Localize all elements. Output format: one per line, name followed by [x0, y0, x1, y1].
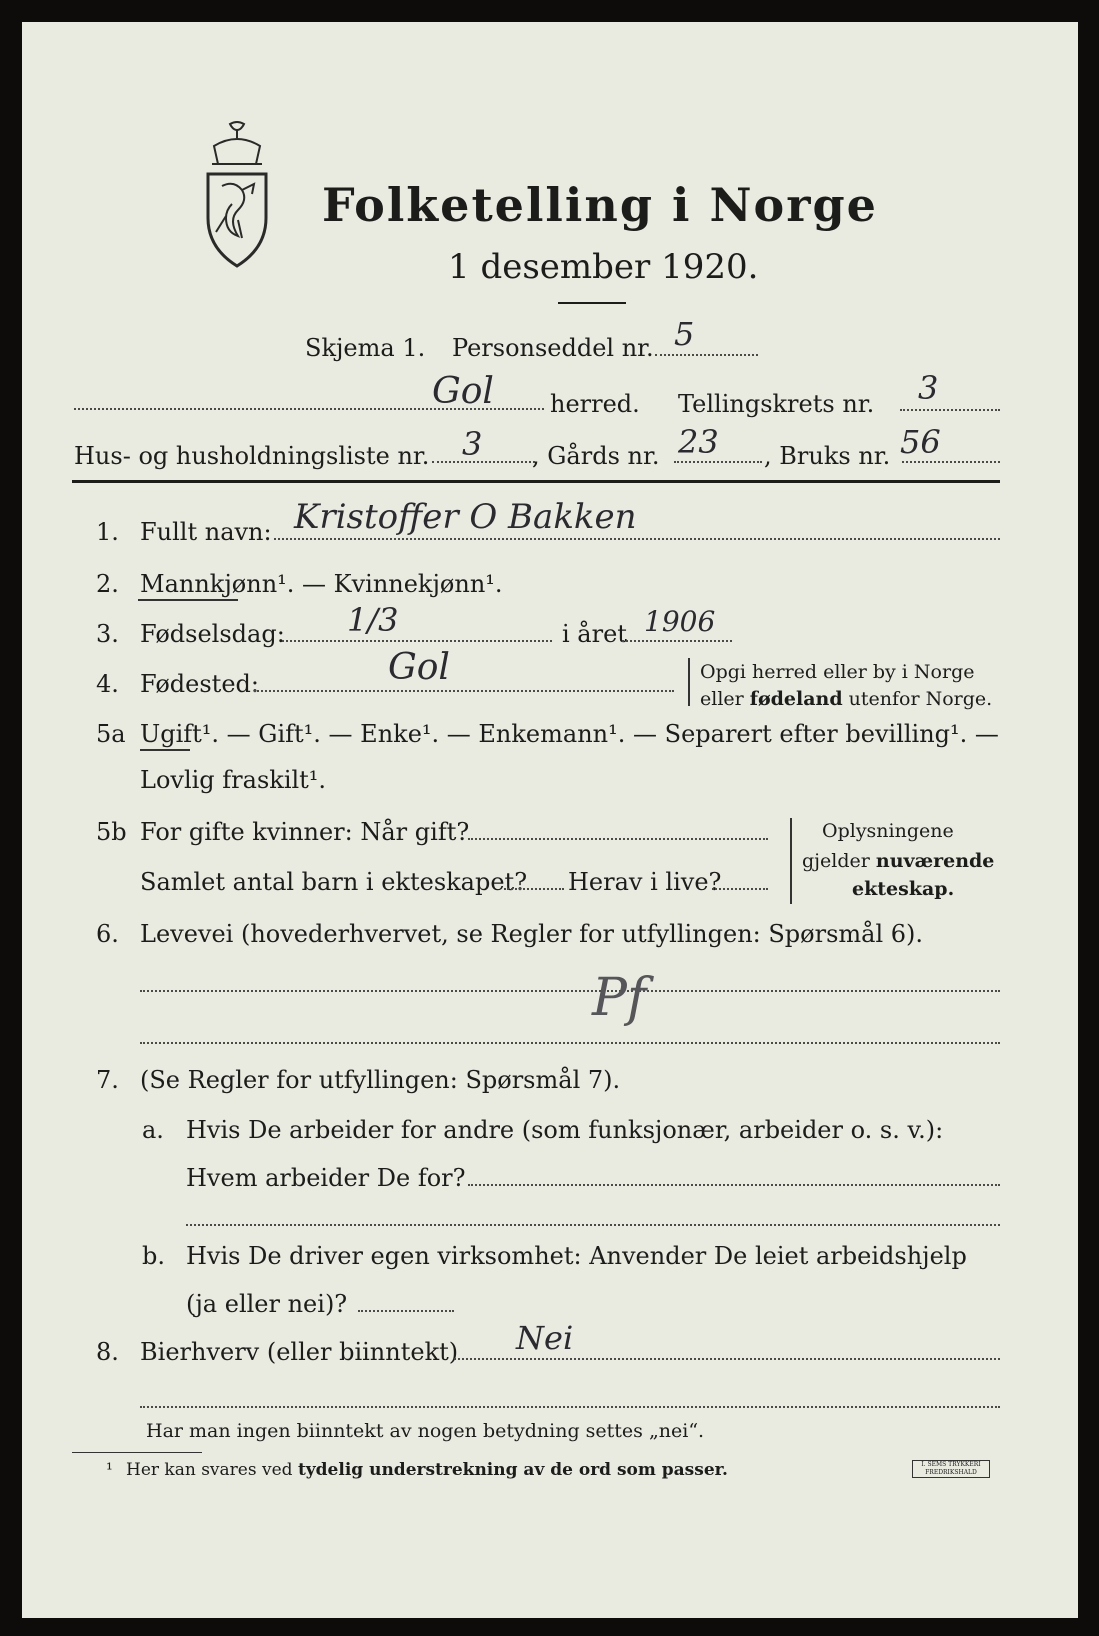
q4-note-line1: Opgi herred eller by i Norge	[700, 661, 975, 683]
q8-secondary-income[interactable]: Nei	[516, 1319, 574, 1357]
gards-value[interactable]: 23	[678, 423, 719, 461]
herred-label: herred.	[550, 390, 640, 418]
bruks-line	[902, 461, 1000, 463]
footnote-rule	[72, 1452, 202, 1453]
form-title: Folketelling i Norge	[322, 178, 878, 232]
q5a-line2: Lovlig fraskilt¹.	[140, 766, 327, 794]
gards-line	[674, 461, 762, 463]
q5b-married-line	[468, 838, 768, 840]
q7b-line2: (ja eller nei)?	[186, 1290, 348, 1318]
q1-full-name[interactable]: Kristoffer O Bakken	[294, 497, 637, 537]
q4-number: 4.	[96, 670, 119, 698]
q1-line	[274, 538, 1000, 540]
q1-label: Fullt navn:	[140, 518, 272, 546]
census-date: 1 desember 1920.	[448, 247, 759, 287]
tellingskrets-label: Tellingskrets nr.	[678, 390, 875, 418]
bruks-value[interactable]: 56	[900, 423, 941, 461]
q3-label: Fødselsdag:	[140, 620, 285, 648]
q5a-number: 5a	[96, 720, 126, 748]
q5a-underline-mark	[140, 749, 190, 751]
personseddel-label: Personseddel nr.	[452, 334, 654, 362]
herred-value[interactable]: Gol	[432, 371, 494, 412]
hus-value[interactable]: 3	[462, 425, 483, 463]
q2-number: 2.	[96, 570, 119, 598]
q7b-line1: Hvis De driver egen virksomhet: Anvender De leiet arbeidshjelp	[186, 1242, 967, 1270]
q5b-note-line2: gjelder nuværende	[802, 850, 995, 872]
footnote-text: Her kan svares ved tydelig understrekning av de ord som passer.	[126, 1460, 728, 1480]
q7b-answer-line	[358, 1310, 454, 1312]
q5b-number: 5b	[96, 818, 127, 846]
q8-note: Har man ingen biinntekt av nogen betydning settes „nei“.	[146, 1420, 705, 1442]
skjema-label: Skjema 1.	[305, 334, 426, 362]
q7a-line1: Hvis De arbeider for andre (som funksjonær, arbeider o. s. v.):	[186, 1116, 944, 1144]
q5b-label-children: Samlet antal barn i ekteskapet?	[140, 868, 528, 896]
q3-number: 3.	[96, 620, 119, 648]
q5b-children-line	[504, 888, 564, 890]
q7b-letter: b.	[142, 1242, 165, 1270]
hus-line	[432, 461, 535, 463]
q6-label: Levevei (hovederhvervet, se Regler for utfyllingen: Spørsmål 6).	[140, 920, 924, 948]
q8-line2	[140, 1406, 1000, 1408]
q7-number: 7.	[96, 1066, 119, 1094]
bruks-label: , Bruks nr.	[764, 442, 891, 470]
q5b-alive-line	[712, 888, 768, 890]
q5a-marital-options: Ugift¹. — Gift¹. — Enke¹. — Enkemann¹. — Separert efter bevilling¹. —	[140, 720, 999, 748]
tellingskrets-line	[900, 409, 1000, 411]
q1-number: 1.	[96, 518, 119, 546]
gards-label: , Gårds nr.	[532, 442, 660, 470]
hus-label: Hus- og husholdningsliste nr.	[74, 442, 430, 470]
census-form	[22, 22, 1078, 1618]
q8-label: Bierhverv (eller biinntekt)	[140, 1338, 459, 1366]
personseddel-line	[655, 354, 758, 356]
coat-of-arms-icon	[192, 120, 282, 272]
q2-underline-mark	[138, 599, 238, 601]
q3-year-line	[622, 640, 732, 642]
q6-line1	[140, 990, 1000, 992]
q5b-label-married-when: For gifte kvinner: Når gift?	[140, 818, 470, 846]
q5b-label-alive: Herav i live?	[568, 868, 722, 896]
q4-line	[254, 690, 674, 692]
header-rule	[72, 480, 1000, 483]
personseddel-value[interactable]: 5	[674, 315, 695, 353]
q3-birth-date[interactable]: 1/3	[347, 601, 399, 639]
q7-label: (Se Regler for utfyllingen: Spørsmål 7).	[140, 1066, 621, 1094]
q6-line2	[140, 1042, 1000, 1044]
q7a-line2: Hvem arbeider De for?	[186, 1164, 466, 1192]
tellingskrets-value[interactable]: 3	[918, 369, 939, 407]
footnote-marker: ¹	[106, 1460, 113, 1480]
q8-line	[454, 1358, 1000, 1360]
q6-number: 6.	[96, 920, 119, 948]
q7a-letter: a.	[142, 1116, 164, 1144]
q5b-note-line3: ekteskap.	[852, 878, 955, 900]
q8-number: 8.	[96, 1338, 119, 1366]
q7a-answer-line1	[468, 1184, 1000, 1186]
q4-birthplace[interactable]: Gol	[388, 647, 450, 688]
q5b-brace	[790, 818, 792, 904]
q3-birth-year[interactable]: 1906	[644, 605, 716, 638]
title-divider	[558, 302, 626, 304]
q6-occupation[interactable]: Pf	[592, 968, 647, 1028]
q5b-note-line1: Oplysningene	[822, 820, 954, 842]
q4-note-line2: eller fødeland utenfor Norge.	[700, 688, 993, 710]
q3-line	[282, 640, 552, 642]
q3-year-label: i året	[562, 620, 627, 648]
q2-gender-options: Mannkjønn¹. — Kvinnekjønn¹.	[140, 570, 503, 598]
q7a-answer-line2	[186, 1224, 1000, 1226]
q4-label: Fødested:	[140, 670, 259, 698]
q4-brace	[688, 658, 690, 706]
printer-stamp: I. SEMS TRYKKERI FREDRIKSHALD	[912, 1460, 990, 1478]
